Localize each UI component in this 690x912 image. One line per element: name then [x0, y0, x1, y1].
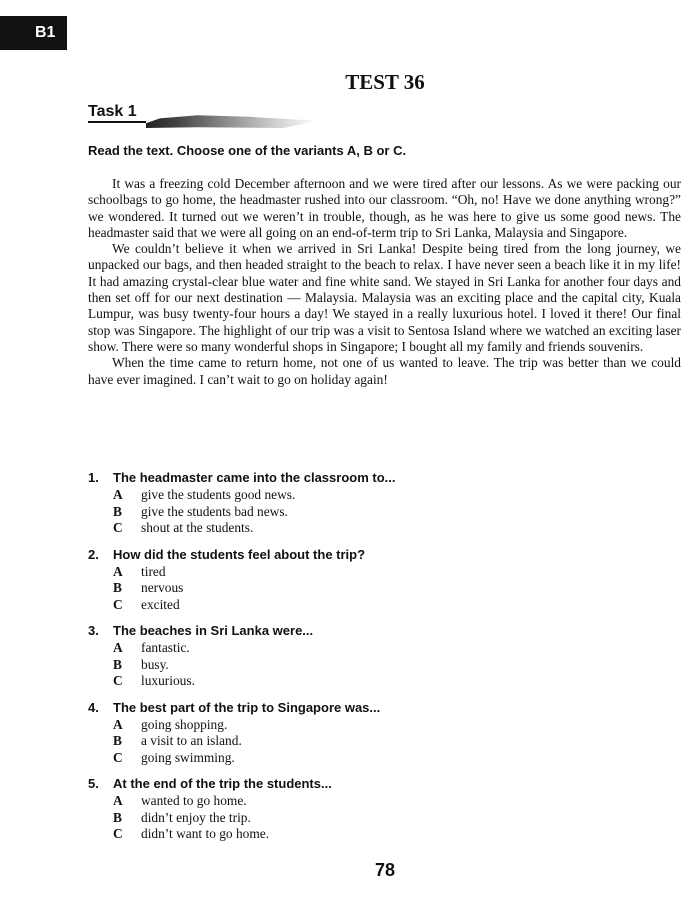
option-b[interactable] — [88, 657, 648, 674]
option-text: fantastic. — [141, 640, 190, 655]
question-3 — [88, 622, 648, 690]
question-stem — [88, 699, 648, 717]
option-letter: A — [113, 487, 123, 502]
option-c[interactable] — [88, 673, 648, 690]
option-text: busy. — [141, 656, 169, 672]
question-2 — [88, 546, 648, 614]
option-letter: A — [113, 563, 123, 579]
option-letter: B — [113, 503, 122, 519]
option-b[interactable] — [88, 810, 648, 827]
question-number: 3. — [88, 623, 99, 638]
level-label: B1 — [35, 24, 56, 41]
question-text: The headmaster came into the classroom to... — [113, 470, 396, 485]
question-stem — [88, 546, 648, 564]
option-text: luxurious. — [141, 673, 195, 688]
task-header-decoration — [146, 112, 318, 128]
option-text: shout at the students. — [141, 520, 254, 535]
option-text: wanted to go home. — [141, 793, 247, 808]
option-letter: A — [113, 793, 123, 808]
question-text: The beaches in Sri Lanka were... — [113, 623, 314, 638]
option-a[interactable] — [88, 564, 648, 581]
question-number: 4. — [88, 699, 99, 715]
question-number: 5. — [88, 776, 99, 791]
question-number: 2. — [88, 546, 99, 562]
reading-text — [88, 176, 681, 388]
option-letter: C — [113, 596, 123, 612]
level-badge — [0, 16, 67, 50]
question-text: The best part of the trip to Singapore was... — [113, 699, 381, 715]
option-b[interactable] — [88, 504, 648, 521]
paragraph: We couldn’t believe it when we arrived in Sri Lanka! Despite being tired from the long journey, we unpacked our bags, and then headed straight to the beach to relax. I have never seen a beach like it in my life! It had amazing crystal-clear blue water and fine white sand. We stayed in Sri Lanka for another four days and then set off for our next destination — Malaysia. Malaysia was an exciting place and the capital city, Kuala Lumpur, was busy twenty-four hours a day! We stayed in a really luxurious hotel. I loved it there! Our final stop was Singapore. The highlight of our trip was a visit to Sentosa Island where we watched an exciting laser show. There were so many wonderful shops in Singapore; I bought all my family and friends souvenirs. — [88, 241, 681, 354]
question-number: 1. — [88, 470, 99, 485]
option-text: going swimming. — [141, 749, 235, 765]
test-title: TEST 36 — [345, 70, 425, 94]
task-header — [88, 103, 318, 129]
option-letter: B — [113, 656, 122, 672]
option-text: didn’t enjoy the trip. — [141, 809, 251, 825]
question-stem — [88, 622, 648, 640]
option-c[interactable] — [88, 826, 648, 843]
option-letter: C — [113, 673, 123, 688]
option-letter: B — [113, 733, 122, 748]
task-label: Task 1 — [88, 103, 137, 120]
option-a[interactable] — [88, 487, 648, 504]
task-instruction: Read the text. Choose one of the variants A, B or C. — [88, 143, 407, 158]
option-b[interactable] — [88, 580, 648, 597]
question-text: How did the students feel about the trip? — [113, 546, 366, 562]
option-letter: A — [113, 640, 123, 655]
option-text: didn’t want to go home. — [141, 826, 270, 841]
option-letter: C — [113, 749, 123, 765]
option-letter: C — [113, 520, 123, 535]
option-a[interactable] — [88, 793, 648, 810]
question-4 — [88, 699, 648, 767]
option-letter: B — [113, 580, 122, 595]
option-letter: B — [113, 809, 122, 825]
option-text: give the students bad news. — [141, 503, 288, 519]
paragraph: It was a freezing cold December afternoon and we were tired after our lessons. As we were packing our schoolbags to go home, the headmaster rushed into our classroom. “Oh, no! Have we done anything wrong?” we wondered. It turned out we weren’t in trouble, though, as he was here to give us some good news. The headmaster said that we were all going on an end-of-term trip to Sri Lanka, Malaysia and Singapore. — [88, 176, 681, 240]
option-letter: A — [113, 716, 123, 732]
option-text: give the students good news. — [141, 487, 296, 502]
paragraph: When the time came to return home, not one of us wanted to leave. The trip was better than we could have ever imagined. I can’t wait to go on holiday again! — [88, 355, 681, 387]
option-a[interactable] — [88, 640, 648, 657]
option-a[interactable] — [88, 717, 648, 734]
question-1 — [88, 469, 648, 537]
option-text: going shopping. — [141, 716, 228, 732]
option-c[interactable] — [88, 597, 648, 614]
option-text: nervous — [141, 580, 184, 595]
task-underline — [88, 121, 146, 123]
option-text: a visit to an island. — [141, 733, 242, 748]
question-list — [88, 469, 648, 852]
option-text: excited — [141, 596, 180, 612]
page-number: 78 — [374, 860, 396, 880]
question-5 — [88, 775, 648, 843]
option-letter: C — [113, 826, 123, 841]
question-text: At the end of the trip the students... — [113, 776, 332, 791]
option-b[interactable] — [88, 733, 648, 750]
option-text: tired — [141, 563, 166, 579]
option-c[interactable] — [88, 750, 648, 767]
question-stem — [88, 775, 648, 793]
question-stem — [88, 469, 648, 487]
option-c[interactable] — [88, 520, 648, 537]
